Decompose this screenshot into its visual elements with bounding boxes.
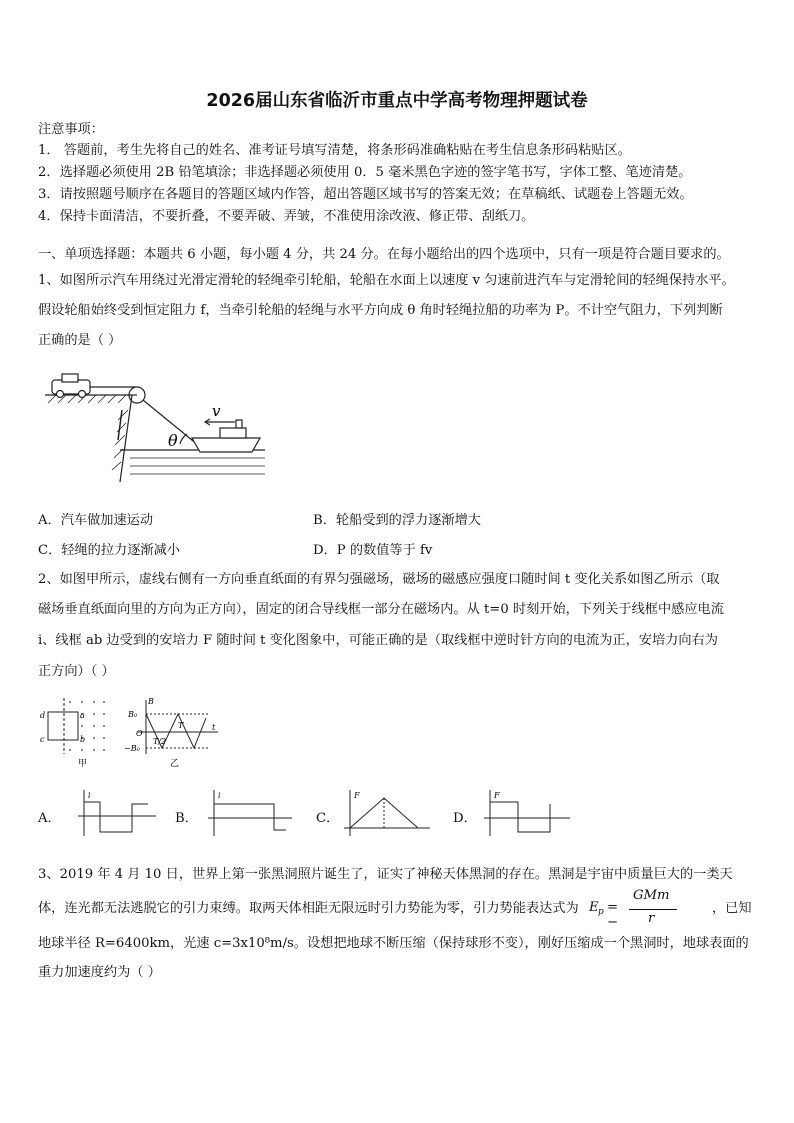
q1-v-label: v: [212, 402, 221, 420]
q2-option-d[interactable]: D．: [453, 811, 477, 826]
section-heading: 一、单项选择题：本题共 6 小题，每小题 4 分，共 24 分。在每小题给出的四个选项中，只有一项是符合题目要求的。: [38, 247, 730, 262]
q2-b-axis: i: [218, 791, 221, 800]
q2-fig-a: a: [80, 711, 85, 720]
q2-line-4: 正方向）（ ）: [38, 664, 115, 679]
q2-a-axis: i: [88, 791, 91, 800]
q2-fig-T2: T/2: [153, 737, 167, 746]
q2-option-b-graph: [200, 788, 295, 840]
q2-fig-jia: 甲: [78, 759, 88, 768]
q2-figure: [38, 696, 228, 768]
q2-option-b[interactable]: B．: [175, 811, 198, 826]
q2-fig-T: T: [178, 721, 184, 730]
notice-heading: 注意事项：: [38, 122, 104, 137]
q2-line-2: 磁场垂直纸面向里的方向为正方向），固定的闭合导线框一部分在磁场内。从 t=0 时刻开始，下列关于线框中感应电流: [38, 602, 724, 617]
q2-fig-d: d: [40, 711, 46, 720]
q2-fig-B0: B₀: [128, 710, 138, 719]
q1-theta-label: θ: [168, 431, 178, 450]
q2-line-3: i、线框 ab 边受到的安培力 F 随时间 t 变化图象中，可能正确的是（取线框中逆时针方向的电流为正，安培力向右为: [38, 633, 718, 648]
notice-item-3: 3．请按照题号顺序在各题目的答题区域内作答，超出答题区域书写的答案无效；在草稿纸、试题卷上答题无效。: [38, 187, 693, 202]
q1-option-c[interactable]: C．轻绳的拉力逐渐减小: [38, 543, 180, 558]
q3-line-2: 体，连光都无法逃脱它的引力束缚。取两天体相距无限远时引力势能为零，引力势能表达式为: [38, 901, 579, 916]
q1-option-b[interactable]: B．轮船受到的浮力逐渐增大: [313, 513, 481, 528]
q2-fig-t: t: [212, 723, 216, 732]
page-title: 2026届山东省临沂市重点中学高考物理押题试卷: [206, 91, 588, 111]
q2-fig-negB0: −B₀: [124, 744, 140, 753]
q1-line-2: 假设轮船始终受到恒定阻力 f，当牵引轮船的轻绳与水平方向成 θ 角时轻绳拉船的功率为 P。不计空气阻力，下列判断: [38, 303, 723, 318]
q2-fig-b: b: [80, 735, 86, 744]
q3-line-3: 地球半径 R=6400km，光速 c=3x10⁸m/s。设想把地球不断压缩（保持球形不变），刚好压缩成一个黑洞时，地球表面的: [38, 936, 749, 951]
q2-fig-B: B: [148, 697, 154, 706]
q2-line-1: 2、如图甲所示，虚线右侧有一方向垂直纸面的有界匀强磁场，磁场的磁感应强度口随时间 t 变化关系如图乙所示（取: [38, 572, 720, 587]
q2-c-axis: F: [354, 791, 360, 800]
q2-fig-yi: 乙: [170, 759, 180, 768]
q2-option-a-graph: [70, 788, 160, 840]
q2-fig-O: O: [136, 729, 143, 738]
notice-item-1: 1． 答题前，考生先将自己的姓名、准考证号填写清楚，将条形码准确粘贴在考生信息条形码粘贴区。: [38, 143, 631, 158]
q1-line-3: 正确的是（ ）: [38, 333, 122, 348]
q1-line-1: 1、如图所示汽车用绕过光滑定滑轮的轻绳牵引轮船，轮船在水面上以速度 v 匀速前进汽车与定滑轮间的轻绳保持水平。: [38, 273, 735, 288]
q3-line-2-tail: ，已知: [712, 901, 752, 916]
q3-line-1: 3、2019 年 4 月 10 日，世界上第一张黑洞照片诞生了，证实了神秘天体黑洞的存在。黑洞是宇宙中质量巨大的一类天: [38, 867, 733, 882]
q2-option-c-graph: [338, 788, 433, 840]
q1-option-d[interactable]: D．P 的数值等于 fv: [313, 543, 433, 558]
q1-figure: [40, 370, 270, 485]
q2-option-a[interactable]: A．: [38, 811, 61, 826]
q2-d-axis: F: [494, 791, 500, 800]
q2-fig-c: c: [40, 735, 45, 744]
q3-line-4: 重力加速度约为（ ）: [38, 965, 161, 980]
q2-option-d-graph: [478, 788, 573, 840]
notice-item-2: 2．选择题必须使用 2B 铅笔填涂；非选择题必须使用 0．5 毫米黑色字迹的签字笔书写，字体工整、笔迹清楚。: [38, 165, 692, 180]
notice-item-4: 4．保持卡面清洁，不要折叠，不要弄破、弄皱，不准使用涂改液、修正带、刮纸刀。: [38, 209, 535, 224]
q1-option-a[interactable]: A．汽车做加速运动: [38, 513, 154, 528]
q2-option-c[interactable]: C．: [316, 811, 340, 826]
